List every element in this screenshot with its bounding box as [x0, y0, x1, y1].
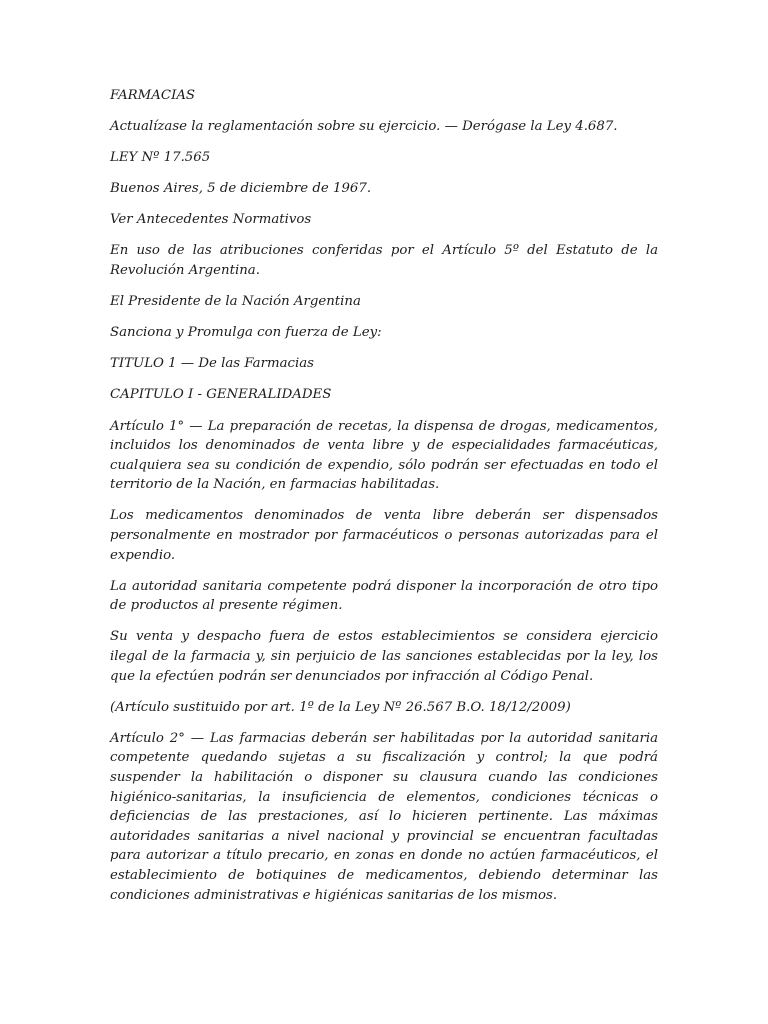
article-1-paragraph-1: Artículo 1° — La preparación de recetas, la dispensa de drogas, medicamentos, incluidos los denominados de venta libre y de especialidades farmacéuticas, cualquiera sea su condición de expendio, sólo podrán ser efectuadas en todo el territorio de la Nación, en farmacias habilitadas.: [110, 418, 658, 493]
article-1-paragraph-4: Su venta y despacho fuera de estos establecimientos se considera ejercicio ilegal de la farmacia y, sin perjuicio de las sanciones establecidas por la ley, los que la efectúen podrán ser denunciados por infracción al Código Penal.: [110, 629, 658, 684]
president-line: El Presidente de la Nación Argentina: [110, 294, 361, 310]
preamble-paragraph: En uso de las atribuciones conferidas por el Artículo 5º del Estatuto de la Revolución Argentina.: [110, 243, 658, 279]
title-heading: TITULO 1 — De las Farmacias: [110, 356, 314, 372]
chapter-heading: CAPITULO I - GENERALIDADES: [110, 387, 332, 403]
document-summary: Actualízase la reglamentación sobre su ejercicio. — Derógase la Ley 4.687.: [110, 119, 618, 135]
law-number: LEY Nº 17.565: [110, 150, 211, 166]
sanction-line: Sanciona y Promulga con fuerza de Ley:: [110, 325, 382, 341]
article-1-paragraph-3: La autoridad sanitaria competente podrá disponer la incorporación de otro tipo de productos al presente régimen.: [110, 578, 658, 614]
document-heading: FARMACIAS: [110, 88, 196, 103]
document-body: [110, 86, 658, 917]
article-2-paragraph-1: Artículo 2° — Las farmacias deberán ser habilitadas por la autoridad sanitaria competente quedando sujetas a su fiscalización y control; la que podrá suspender la habilitación o disponer su clausura cuando las condiciones higiénico-sanitarias, la insuficiencia de elementos, condiciones técnicas o deficiencias de las prestaciones, así lo hicieren pertinente. Las máximas autoridades sanitarias a nivel nacional y provincial se encuentran facultadas para autorizar a título precario, en zonas en donde no actúen farmacéuticos, el establecimiento de botiquines de medicamentos, debiendo determinar las condiciones administrativas e higiénicas sanitarias de los mismos.: [110, 730, 658, 903]
place-date: Buenos Aires, 5 de diciembre de 1967.: [110, 181, 372, 197]
antecedentes-link[interactable]: Ver Antecedentes Normativos: [110, 212, 312, 228]
article-1-amendment-note: (Artículo sustituido por art. 1º de la Ley Nº 26.567 B.O. 18/12/2009): [110, 699, 571, 715]
article-1-paragraph-2: Los medicamentos denominados de venta libre deberán ser dispensados personalmente en mostrador por farmacéuticos o personas autorizadas para el expendio.: [110, 508, 658, 563]
